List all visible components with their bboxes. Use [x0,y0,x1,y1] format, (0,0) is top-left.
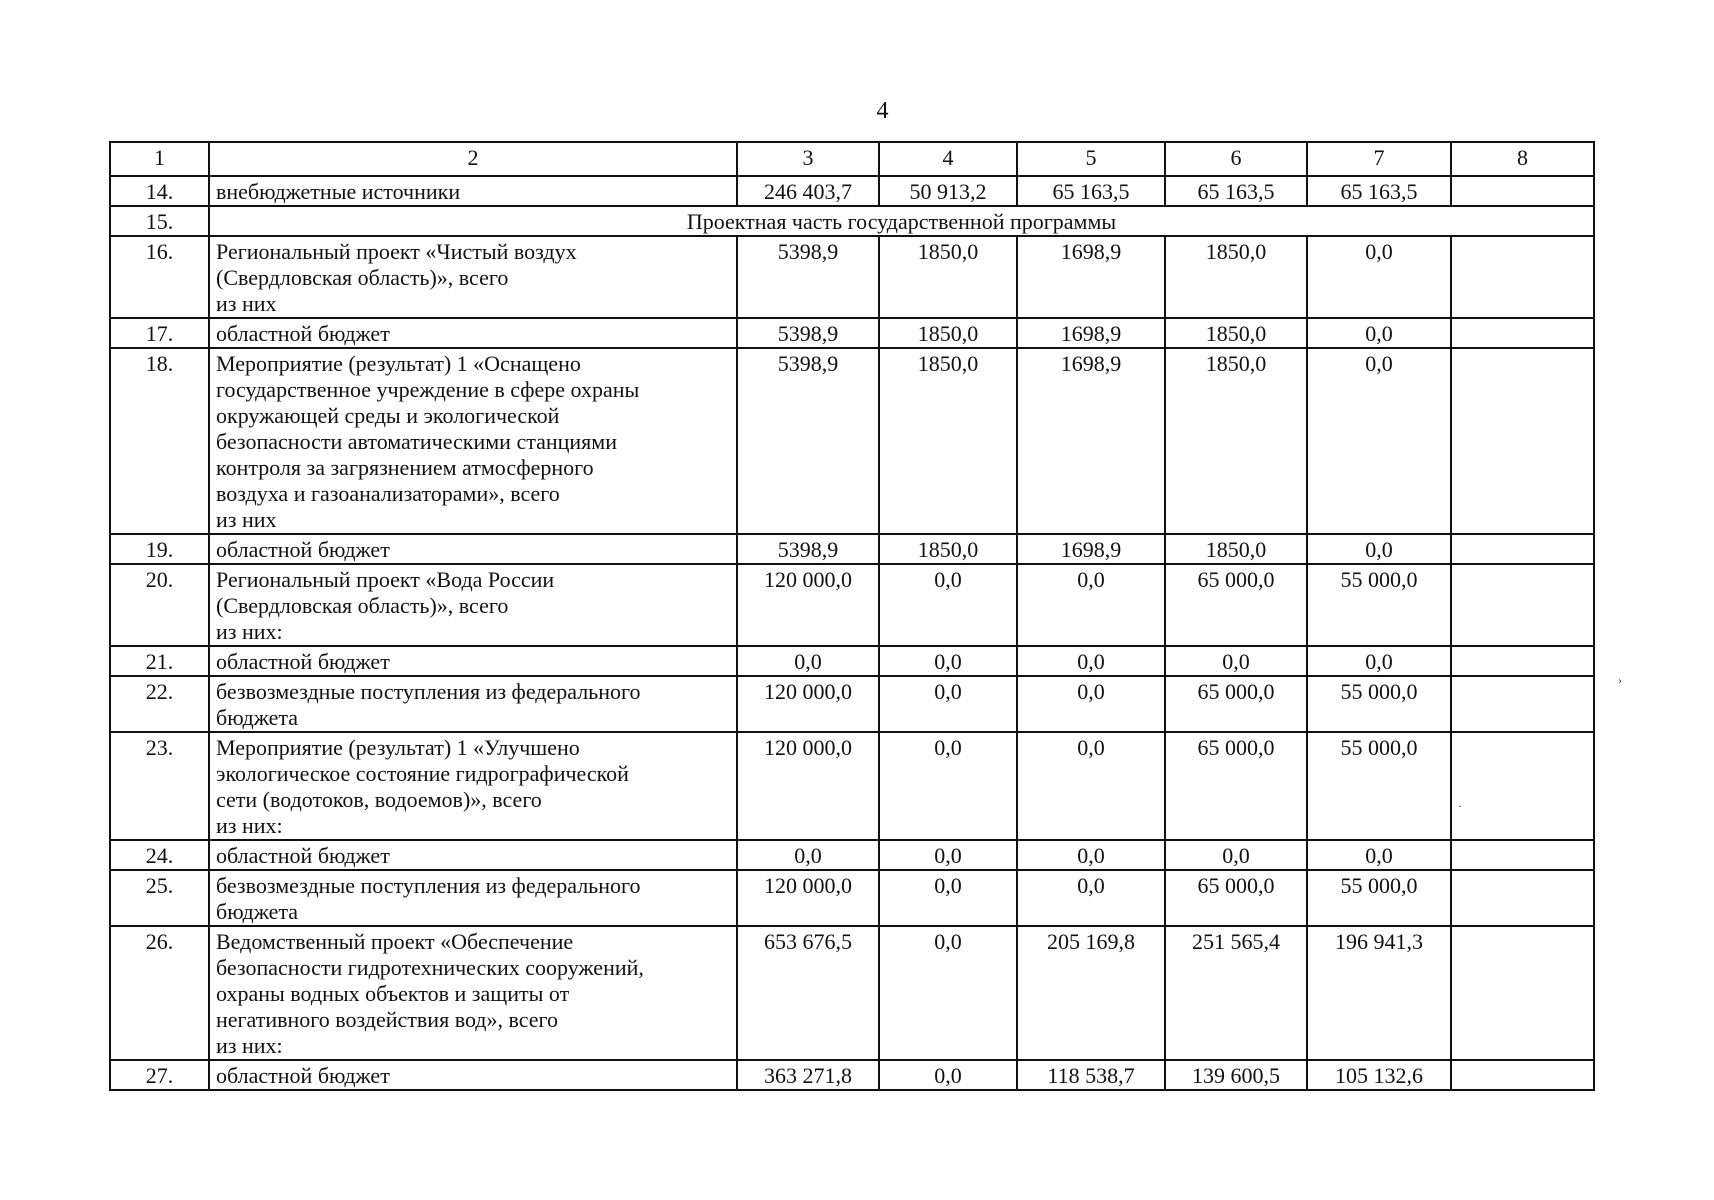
value-cell-col-7: 196 941,3 [1307,926,1451,1060]
row-description [209,646,737,676]
row-number: 20. [110,564,209,646]
value-cell-col-5: 118 538,7 [1017,1060,1165,1090]
header-cell: 5 [1017,142,1165,176]
header-cell: 3 [737,142,879,176]
value-cell-col-4: 0,0 [879,1060,1017,1090]
value-cell-col-3: 5398,9 [737,348,879,534]
row-number: 15. [110,206,209,236]
value-cell-col-5: 1698,9 [1017,534,1165,564]
value-cell-col-8 [1451,870,1594,926]
value-cell-col-6: 65 000,0 [1165,676,1307,732]
value-cell-col-7: 55 000,0 [1307,732,1451,840]
value-cell-col-8 [1451,926,1594,1060]
table-row [110,236,1594,318]
description-line: областной бюджет [216,649,390,674]
row-description [209,870,737,926]
table-row [110,926,1594,1060]
value-cell-col-7: 55 000,0 [1307,564,1451,646]
row-description [209,318,737,348]
value-cell-col-8 [1451,348,1594,534]
row-description [209,564,737,646]
row-number: 14. [110,176,209,206]
value-cell-col-5: 0,0 [1017,564,1165,646]
table-header-row [110,142,1594,176]
row-description [209,176,737,206]
description-line: из них [216,507,277,532]
value-cell-col-6: 1850,0 [1165,236,1307,318]
description-line: охраны водных объектов и защиты от [216,981,570,1006]
table-row [110,176,1594,206]
value-cell-col-6: 0,0 [1165,646,1307,676]
description-line: безвозмездные поступления из федерального [216,873,641,898]
description-line: экологическое состояние гидрографической [216,761,629,786]
value-cell-col-3: 0,0 [737,646,879,676]
description-line: безвозмездные поступления из федерального [216,679,641,704]
table-row [110,564,1594,646]
description-line: государственное учреждение в сфере охраны [216,377,640,402]
header-cell: 4 [879,142,1017,176]
value-cell-col-5: 1698,9 [1017,348,1165,534]
description-line: из них: [216,1033,283,1058]
row-number: 22. [110,676,209,732]
value-cell-col-6: 139 600,5 [1165,1060,1307,1090]
description-line: воздуха и газоанализаторами», всего [216,481,560,506]
value-cell-col-7: 0,0 [1307,236,1451,318]
value-cell-col-8 [1451,646,1594,676]
table-row [110,870,1594,926]
value-cell-col-4: 0,0 [879,564,1017,646]
row-description [209,534,737,564]
description-line: областной бюджет [216,537,390,562]
value-cell-col-4: 1850,0 [879,534,1017,564]
value-cell-col-6: 1850,0 [1165,534,1307,564]
row-number: 23. [110,732,209,840]
value-cell-col-6: 65 000,0 [1165,870,1307,926]
row-number: 27. [110,1060,209,1090]
value-cell-col-5: 65 163,5 [1017,176,1165,206]
description-line: (Свердловская область)», всего [216,593,509,618]
value-cell-col-6: 251 565,4 [1165,926,1307,1060]
value-cell-col-8 [1451,564,1594,646]
value-cell-col-5: 205 169,8 [1017,926,1165,1060]
row-description [209,236,737,318]
value-cell-col-8 [1451,176,1594,206]
value-cell-col-7: 0,0 [1307,318,1451,348]
value-cell-col-5: 1698,9 [1017,318,1165,348]
value-cell-col-7: 0,0 [1307,646,1451,676]
scan-mark: · [1458,799,1462,813]
value-cell-col-7: 0,0 [1307,348,1451,534]
page-number: 4 [876,98,889,124]
description-line: бюджета [216,705,299,730]
description-line: сети (водотоков, водоемов)», всего [216,787,542,812]
value-cell-col-3: 5398,9 [737,534,879,564]
value-cell-col-3: 246 403,7 [737,176,879,206]
description-line: Мероприятие (результат) 1 «Улучшено [216,735,580,760]
value-cell-col-4: 0,0 [879,676,1017,732]
row-number: 26. [110,926,209,1060]
scan-mark: › [1618,673,1622,687]
description-line: (Свердловская область)», всего [216,265,509,290]
value-cell-col-8 [1451,318,1594,348]
value-cell-col-4: 0,0 [879,840,1017,870]
table-row [110,732,1594,840]
table-row [110,646,1594,676]
description-line: бюджета [216,899,299,924]
value-cell-col-4: 0,0 [879,926,1017,1060]
row-number: 25. [110,870,209,926]
value-cell-col-5: 0,0 [1017,840,1165,870]
value-cell-col-6: 1850,0 [1165,348,1307,534]
value-cell-col-5: 0,0 [1017,732,1165,840]
description-line: контроля за загрязнением атмосферного [216,455,594,480]
value-cell-col-7: 55 000,0 [1307,676,1451,732]
value-cell-col-6: 65 000,0 [1165,564,1307,646]
row-description [209,1060,737,1090]
description-line: Мероприятие (результат) 1 «Оснащено [216,351,581,376]
value-cell-col-5: 0,0 [1017,676,1165,732]
value-cell-col-4: 1850,0 [879,318,1017,348]
table-row [110,840,1594,870]
value-cell-col-3: 653 676,5 [737,926,879,1060]
value-cell-col-3: 5398,9 [737,318,879,348]
value-cell-col-7: 0,0 [1307,534,1451,564]
row-description [209,348,737,534]
value-cell-col-8 [1451,1060,1594,1090]
value-cell-col-3: 363 271,8 [737,1060,879,1090]
budget-table [109,141,1595,1091]
value-cell-col-8 [1451,676,1594,732]
row-number: 17. [110,318,209,348]
description-line: негативного воздействия вод», всего [216,1007,559,1032]
description-line: областной бюджет [216,843,390,868]
row-description [209,840,737,870]
value-cell-col-7: 105 132,6 [1307,1060,1451,1090]
header-cell: 2 [209,142,737,176]
header-cell: 7 [1307,142,1451,176]
value-cell-col-6: 0,0 [1165,840,1307,870]
value-cell-col-5: 0,0 [1017,646,1165,676]
value-cell-col-8 [1451,236,1594,318]
description-line: из них [216,291,277,316]
description-line: внебюджетные источники [216,179,461,204]
description-line: Ведомственный проект «Обеспечение [216,929,574,954]
table-row [110,1060,1594,1090]
row-number: 24. [110,840,209,870]
value-cell-col-7: 65 163,5 [1307,176,1451,206]
row-number: 16. [110,236,209,318]
table-row [110,348,1594,534]
row-number: 19. [110,534,209,564]
section-title: Проектная часть государственной программы [209,206,1594,236]
description-line: безопасности автоматическими станциями [216,429,617,454]
value-cell-col-5: 1698,9 [1017,236,1165,318]
description-line: окружающей среды и экологической [216,403,560,428]
value-cell-col-5: 0,0 [1017,870,1165,926]
value-cell-col-4: 0,0 [879,870,1017,926]
description-line: безопасности гидротехнических сооружений, [216,955,644,980]
table-row [110,676,1594,732]
section-row [110,206,1594,236]
value-cell-col-3: 120 000,0 [737,732,879,840]
value-cell-col-4: 50 913,2 [879,176,1017,206]
header-cell: 8 [1451,142,1594,176]
row-description [209,732,737,840]
value-cell-col-4: 0,0 [879,646,1017,676]
value-cell-col-3: 120 000,0 [737,870,879,926]
value-cell-col-4: 1850,0 [879,236,1017,318]
value-cell-col-3: 0,0 [737,840,879,870]
value-cell-col-6: 1850,0 [1165,318,1307,348]
value-cell-col-8 [1451,534,1594,564]
value-cell-col-6: 65 000,0 [1165,732,1307,840]
value-cell-col-3: 120 000,0 [737,676,879,732]
value-cell-col-7: 55 000,0 [1307,870,1451,926]
table-row [110,318,1594,348]
description-line: областной бюджет [216,321,390,346]
header-cell: 6 [1165,142,1307,176]
table-row [110,534,1594,564]
description-line: Региональный проект «Вода России [216,567,555,592]
value-cell-col-6: 65 163,5 [1165,176,1307,206]
description-line: областной бюджет [216,1063,390,1088]
value-cell-col-3: 5398,9 [737,236,879,318]
description-line: из них: [216,813,283,838]
value-cell-col-4: 1850,0 [879,348,1017,534]
row-description [209,926,737,1060]
header-cell: 1 [110,142,209,176]
value-cell-col-4: 0,0 [879,732,1017,840]
row-number: 21. [110,646,209,676]
description-line: из них: [216,619,283,644]
value-cell-col-8 [1451,840,1594,870]
value-cell-col-8 [1451,732,1594,840]
description-line: Региональный проект «Чистый воздух [216,239,577,264]
value-cell-col-7: 0,0 [1307,840,1451,870]
row-number: 18. [110,348,209,534]
row-description [209,676,737,732]
value-cell-col-3: 120 000,0 [737,564,879,646]
